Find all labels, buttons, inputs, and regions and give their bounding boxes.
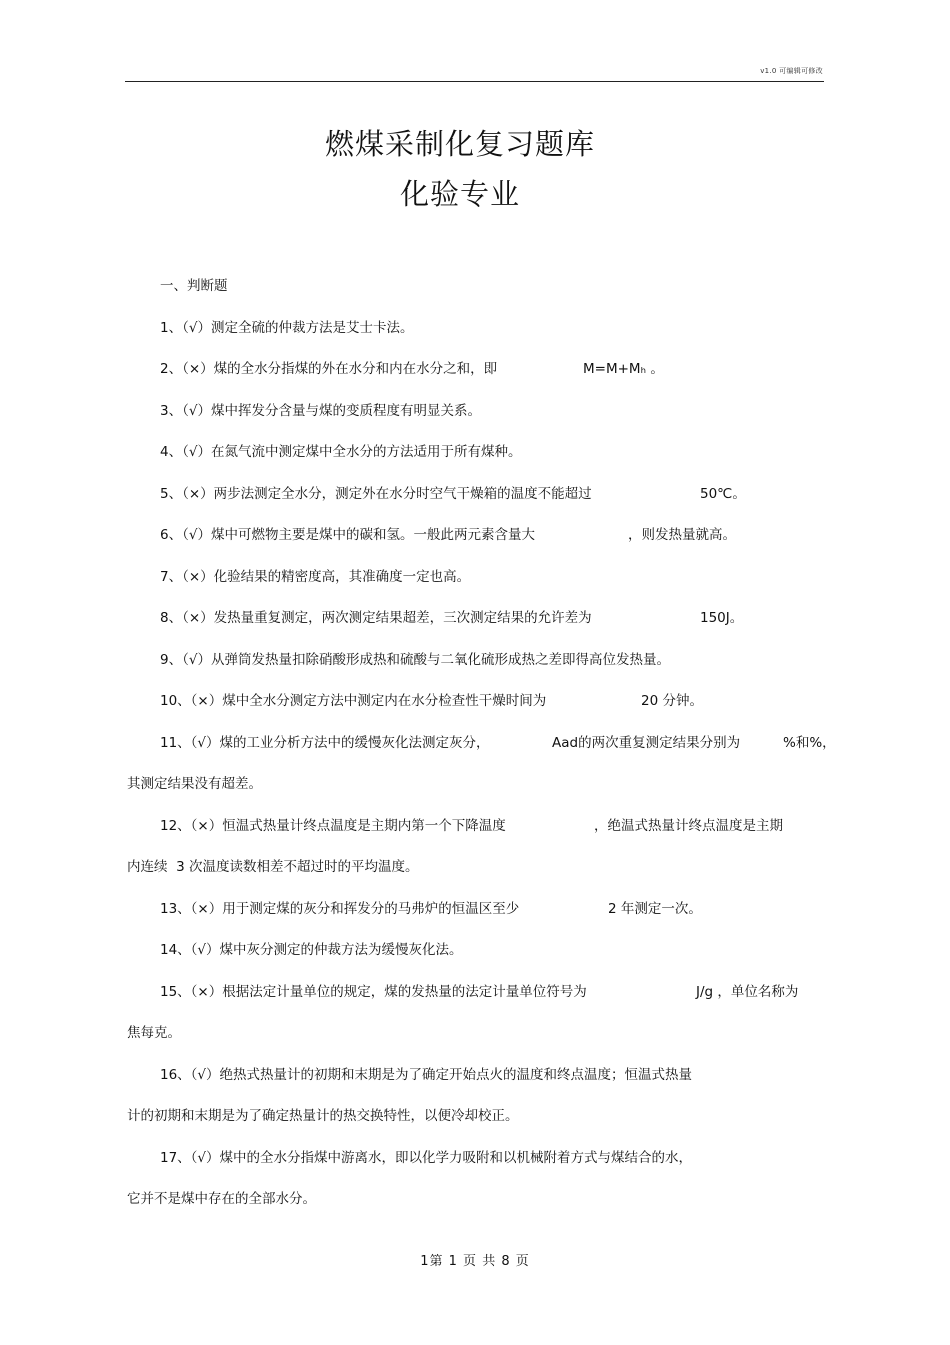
- question-text: 10、（×）煤中全水分测定方法中测定内在水分检查性干燥时间为: [160, 693, 547, 709]
- question-text: 16、（√）绝热式热量计的初期和末期是为了确定开始点火的温度和终点温度；恒温式热量: [160, 1067, 693, 1083]
- question-item-16-continuation: 计的初期和末期是为了确定热量计的热交换特性，以便冷却校正。: [127, 1108, 519, 1124]
- question-item-4: [160, 442, 522, 482]
- document-subtitle: 化验专业: [399, 177, 520, 211]
- question-text: 13、（×）用于测定煤的灰分和挥发分的马弗炉的恒温区至少: [160, 901, 520, 917]
- question-text-tail: 150J。: [700, 610, 744, 626]
- question-item-15-continuation: 焦每克。: [127, 1025, 181, 1041]
- question-text-tail: 20 分钟。: [641, 693, 703, 709]
- question-item-9: [160, 650, 670, 690]
- question-item-17: [160, 1148, 693, 1188]
- question-text: 4、（√）在氮气流中测定煤中全水分的方法适用于所有煤种。: [160, 444, 522, 460]
- question-item-1: [160, 318, 414, 358]
- question-text: 3、（√）煤中挥发分含量与煤的变质程度有明显关系。: [160, 403, 481, 419]
- question-item-12-continuation: 内连续 3 次温度读数相差不超过时的平均温度。: [127, 859, 419, 875]
- question-item-17-continuation: 它并不是煤中存在的全部水分。: [127, 1191, 316, 1207]
- question-text: 6、（√）煤中可燃物主要是煤中的碳和氢。一般此两元素含量大: [160, 527, 535, 543]
- question-text: 8、（×）发热量重复测定，两次测定结果超差，三次测定结果的允许差为: [160, 610, 592, 626]
- question-text-tail: ，则发热量就高。: [628, 527, 736, 543]
- question-text-tail: 2 年测定一次。: [608, 901, 702, 917]
- question-item-7: [160, 567, 471, 607]
- question-text-tail: J/g ，单位名称为: [696, 984, 799, 1000]
- question-text: 11、（√）煤的工业分析方法中的缓慢灰化法测定灰分，: [160, 735, 490, 751]
- question-text: 5、（×）两步法测定全水分，测定外在水分时空气干燥箱的温度不能超过: [160, 486, 592, 502]
- question-item-16: [160, 1065, 693, 1105]
- question-text-tail: %和%，: [783, 735, 836, 751]
- question-text: 7、（×）化验结果的精密度高，其准确度一定也高。: [160, 569, 471, 585]
- page-footer: 1第 1 页 共 8 页: [420, 1254, 530, 1269]
- question-text: 2、（×）煤的全水分指煤的外在水分和内在水分之和，即: [160, 361, 498, 377]
- question-text: 14、（√）煤中灰分测定的仲裁方法为缓慢灰化法。: [160, 942, 463, 958]
- question-text: 12、（×）恒温式热量计终点温度是主期内第一个下降温度: [160, 818, 506, 834]
- question-item-11-continuation: 其测定结果没有超差。: [127, 776, 262, 792]
- document-title: 燃煤采制化复习题库: [324, 127, 595, 161]
- question-text: 1、（√）测定全硫的仲裁方法是艾士卡法。: [160, 320, 414, 336]
- question-text: 9、（√）从弹筒发热量扣除硝酸形成热和硫酸与二氧化硫形成热之差即得高位发热量。: [160, 652, 670, 668]
- question-item-3: [160, 401, 481, 441]
- question-text: 15、（×）根据法定计量单位的规定，煤的发热量的法定计量单位符号为: [160, 984, 587, 1000]
- section-heading: 一、判断题: [160, 278, 228, 294]
- question-text-tail: ，绝温式热量计终点温度是主期: [594, 818, 783, 834]
- question-text-tail: M=M+Mₕ 。: [583, 361, 664, 377]
- question-text-tail: 50℃。: [700, 486, 746, 502]
- question-text: 17、（√）煤中的全水分指煤中游离水，即以化学力吸附和以机械附着方式与煤结合的水，: [160, 1150, 693, 1166]
- header-rule: [125, 81, 824, 82]
- question-item-14: [160, 940, 463, 980]
- question-text-mid: Aad的两次重复测定结果分别为: [552, 735, 741, 751]
- header-version: v1.0 可编辑可修改: [760, 67, 823, 75]
